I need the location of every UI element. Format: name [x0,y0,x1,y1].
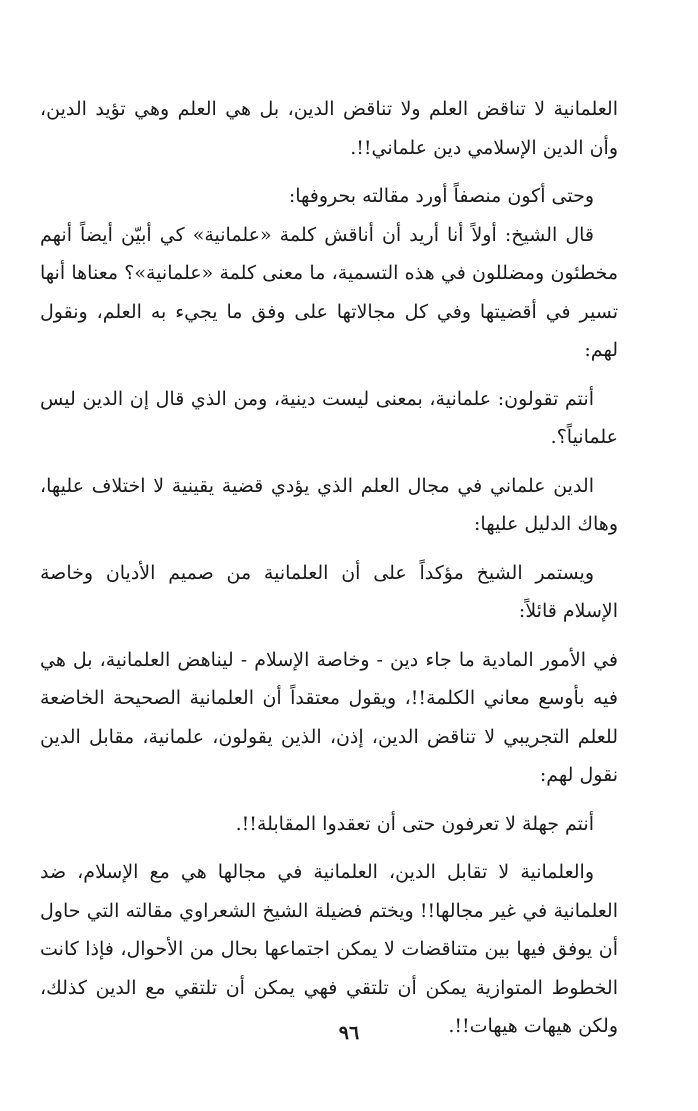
page-body [40,90,618,1046]
paragraph-6: ويستمر الشيخ مؤكداً على أن العلمانية من صميم الأديان وخاصة الإسلام قائلاً: [40,561,618,622]
paragraph-3: قال الشيخ: أولاً أنا أريد أن أناقش كلمة «علمانية» كي أبيّن أيضاً أنهم مخطئون ومضللون في هذه التسمية، ما معنى كلمة «علمانية»؟ معناها أنها تسير في أقضيتها وفي كل مجالاتها على وفق ما يجيء به العلم، ونقول لهم: [40,223,618,361]
paragraph-2: وحتى أكون منصفاً أورد مقالته بحروفها: [288,185,594,207]
paragraph-9: والعلمانية لا تقابل الدين، العلمانية في مجالها هي مع الإسلام، ضد العلمانية في غير مجالها!! ويختم فضيلة الشيخ الشعراوي مقالته التي حاول أن يوفق فيها بين متناقضات لا يمكن اجتماعها بحال من الأحوال، فإذا كانت الخطوط المتوازية يمكن أن تلتقي فهي يمكن أن تلتقي مع الدين كذلك، ولكن هيهات هيهات!!. [40,861,618,1037]
paragraph-4: أنتم تقولون: علمانية، بمعنى ليست دينية، ومن الذي قال إن الدين ليس علمانياً؟. [40,387,618,448]
page-number: ٩٦ [338,1022,360,1044]
paragraph-5: الدين علماني في مجال العلم الذي يؤدي قضية يقينية لا اختلاف عليها، وهاك الدليل عليها: [40,474,618,535]
paragraph-1: العلمانية لا تناقض العلم ولا تناقض الدين، بل هي العلم وهي تؤيد الدين، وأن الدين الإسلامي دين علماني!!. [40,98,618,159]
paragraph-7: في الأمور المادية ما جاء دين - وخاصة الإسلام - ليناهض العلمانية، بل هي فيه بأوسع معاني الكلمة!!، ويقول معتقداً أن العلمانية الصحيحة الخاضعة للعلم التجريبي لا تناقض الدين، إذن، الذين يقولون، علمانية، مقابل الدين نقول لهم: [40,648,618,786]
paragraph-8: أنتم جهلة لا تعرفون حتى أن تعقدوا المقابلة!!. [235,812,594,835]
